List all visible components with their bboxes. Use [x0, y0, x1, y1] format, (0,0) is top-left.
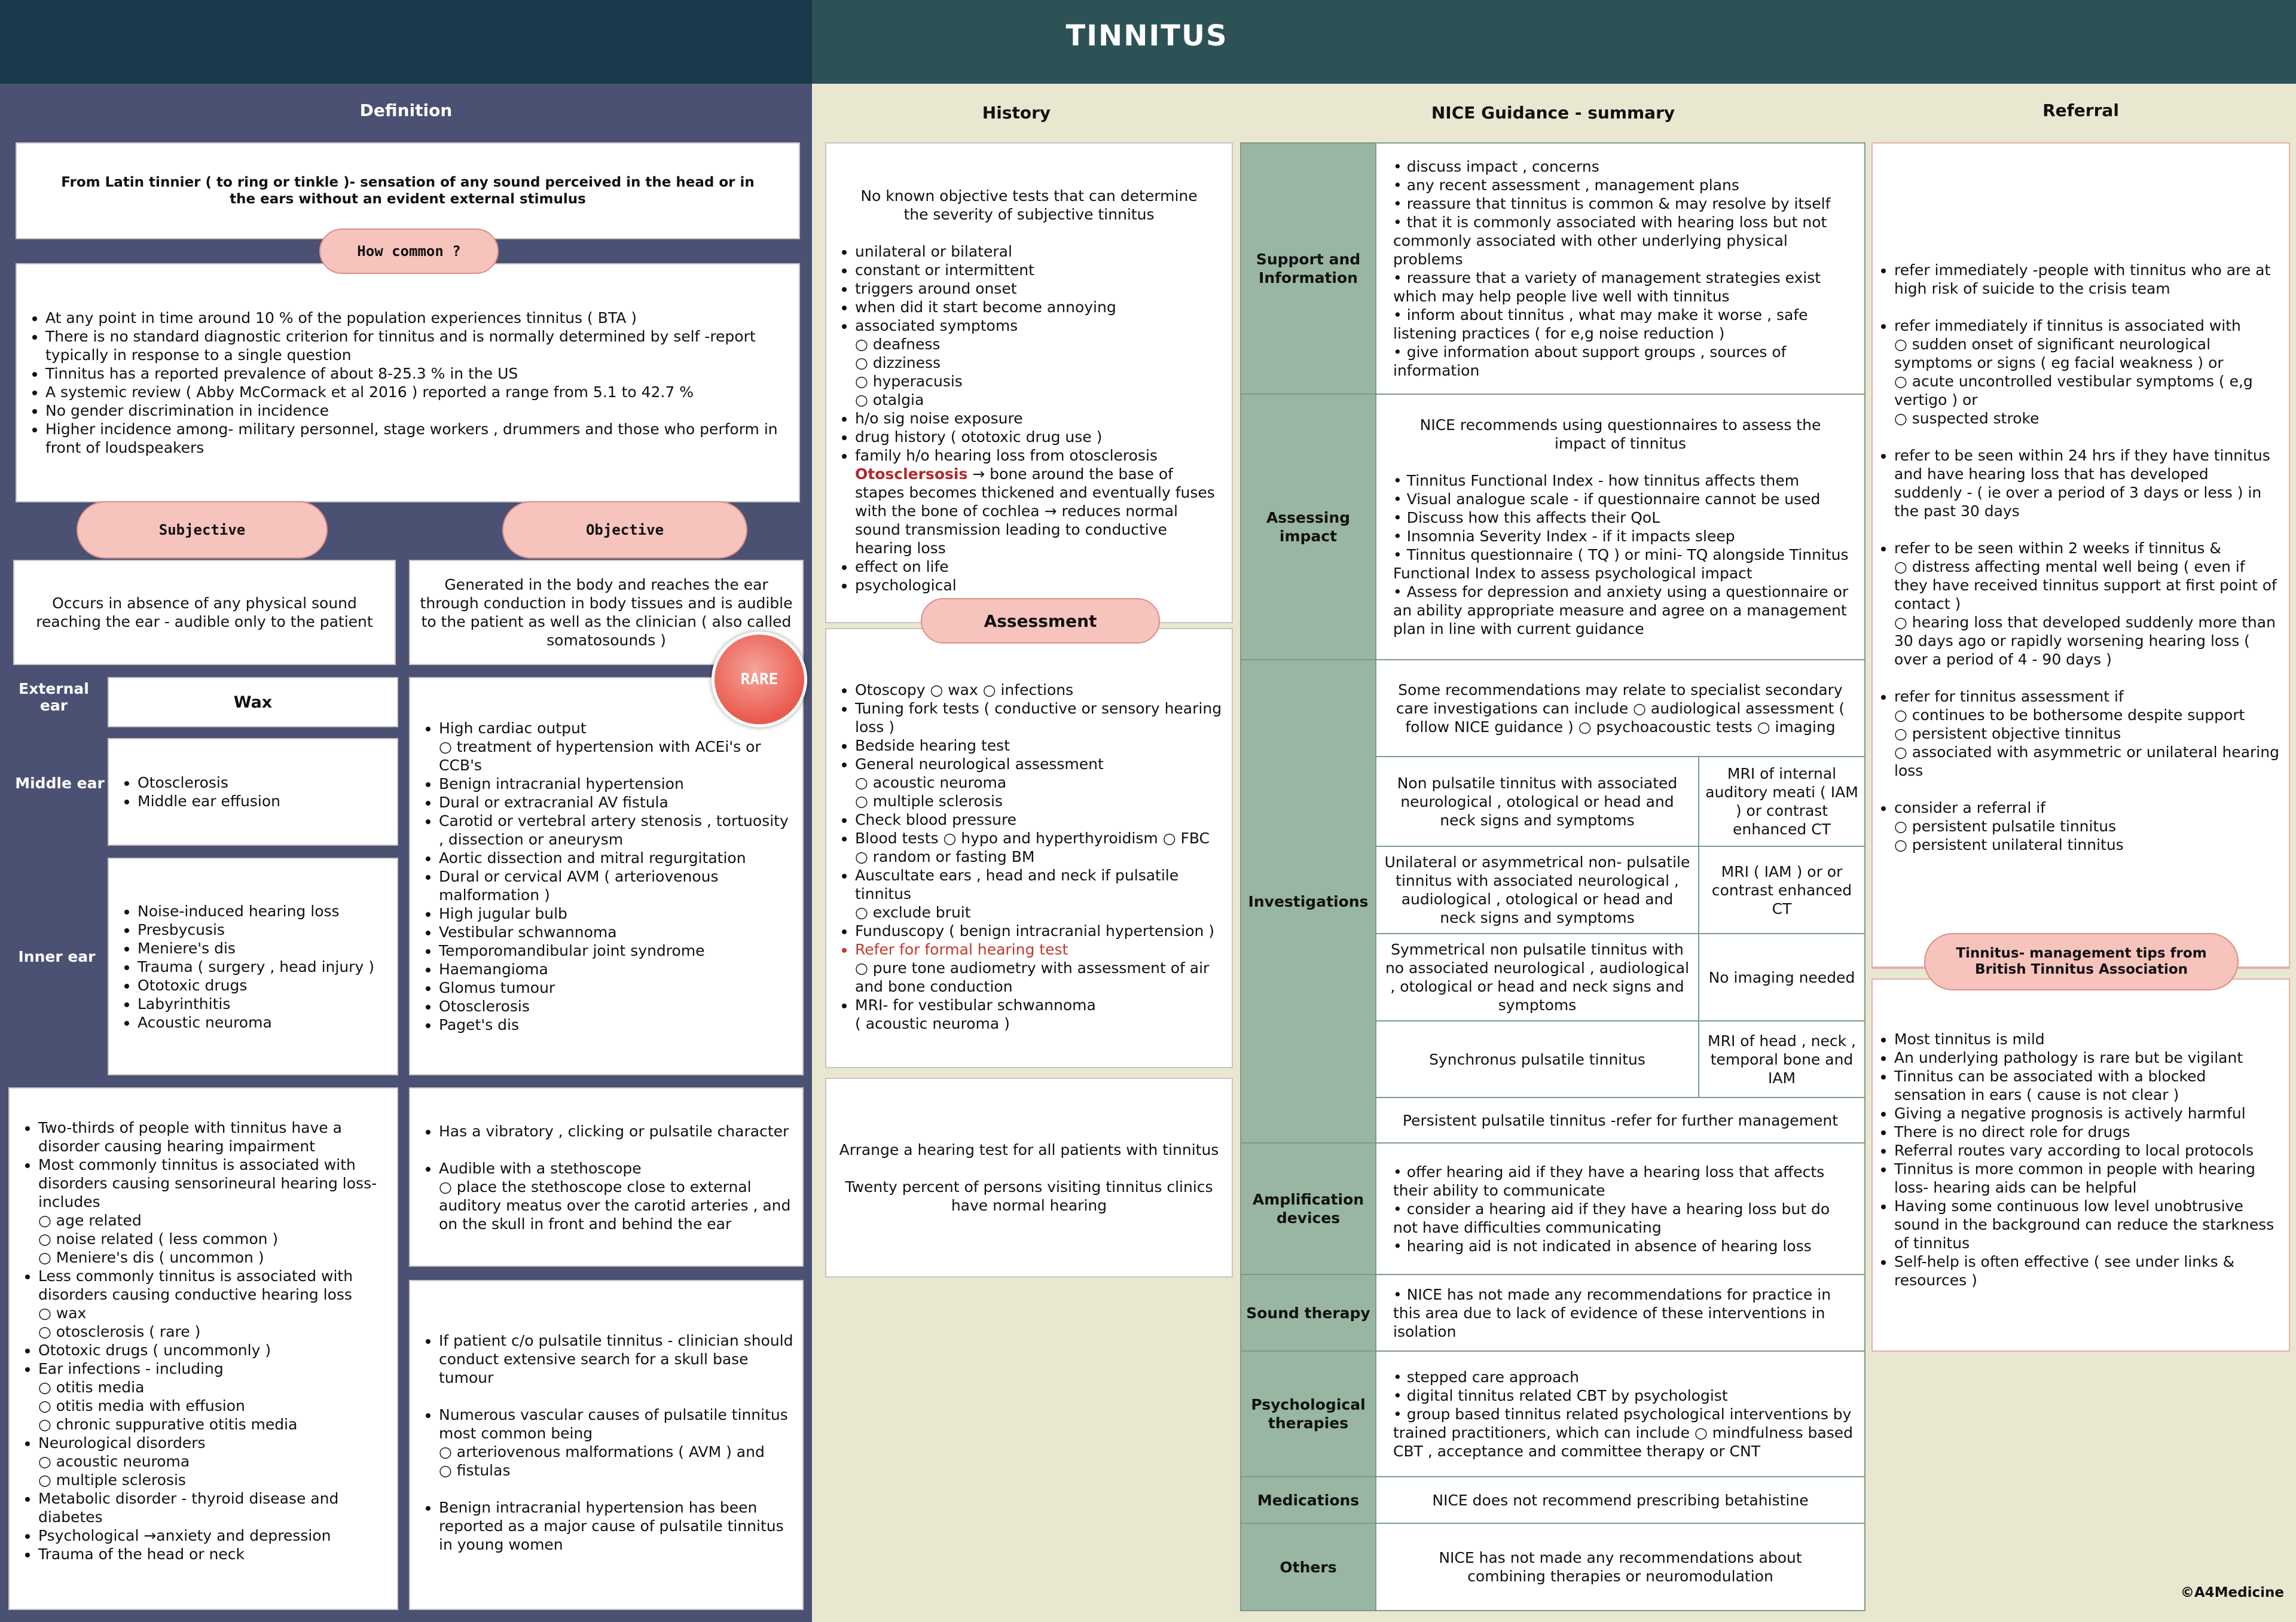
list-item: • Blood tests ○ hypo and hyperthyroidism ○ FBC ○ random or fasting BM: [855, 829, 1223, 866]
subjective-box: [13, 560, 396, 665]
definition-text: From Latin tinnier ( to ring or tinkle )- sensation of any sound perceived in the head or in the ears without an evident external stimulus: [61, 175, 755, 207]
list-item: • Benign intracranial hypertension has been reported as a major cause of pulsatile tinnitus in young women: [439, 1498, 794, 1554]
pulsatile-character-box: [409, 1087, 804, 1267]
list-item: • drug history ( ototoxic drug use ): [855, 428, 1223, 446]
nice-inv-imaging: MRI of internal auditory meati ( IAM ) or contrast enhanced CT: [1699, 757, 1864, 847]
tips-box: [1871, 978, 2290, 1352]
list-item: • inform about tinnitus , what may make it worse , safe listening practices ( for e,g noise reduction ): [1393, 306, 1808, 342]
list-item: • Two-thirds of people with tinnitus have a disorder causing hearing impairment: [38, 1118, 389, 1155]
nice-heading: NICE Guidance - summary: [1431, 103, 1675, 123]
subjective-causes-list: [18, 1118, 389, 1563]
list-item: • Dural or extracranial AV fistula: [439, 793, 794, 812]
list-item: • Audible with a stethoscope ○ place the stethoscope close to external auditory meatus over the carotid arteries , and on the skull in front and behind the ear: [439, 1159, 794, 1233]
nice-inv-imaging: MRI ( IAM ) or or contrast enhanced CT: [1699, 847, 1864, 934]
list-item: • Bedside hearing test: [855, 736, 1223, 755]
list-item: • At any point in time around 10 % of the population experiences tinnitus ( BTA ): [45, 309, 790, 327]
header-left: [0, 0, 812, 84]
definition-heading: Definition: [359, 100, 453, 120]
list-item: • offer hearing aid if they have a hearing loss that affects their ability to communicate: [1393, 1163, 1825, 1199]
list-item: • Trauma ( surgery , head injury ): [138, 958, 389, 976]
nice-row-label: Amplification devices: [1241, 1144, 1376, 1275]
list-item: • that it is commonly associated with hearing loss but not commonly associated with other underlying physical problems: [1393, 214, 1827, 268]
nice-row-label: Psychological therapies: [1241, 1352, 1376, 1477]
list-item: • Ototoxic drugs ( uncommonly ): [38, 1341, 389, 1359]
list-item: • Tinnitus is more common in people with hearing loss- hearing aids can be helpful: [1894, 1160, 2280, 1197]
history-box: [825, 142, 1233, 623]
rare-badge: RARE: [712, 632, 807, 727]
inner-ear-box: [108, 858, 398, 1075]
list-item: • Carotid or vertebral artery stenosis , tortuosity , dissection or aneurysm: [439, 812, 794, 849]
hearing-note-line-2: Twenty percent of persons visiting tinnitus clinics have normal hearing: [845, 1178, 1213, 1214]
assessment-box: [825, 628, 1233, 1068]
list-item: • refer to be seen within 2 weeks if tinnitus & ○ distress affecting mental well being ( even if they have received tinnitus support at first point of contact ) ○ hearing loss that developed suddenly more than 30 days ago or rapidly worsening hearing loss ( over a period of 4 - 90 days ): [1894, 539, 2280, 669]
page-title: TINNITUS: [1065, 19, 1228, 53]
list-item: • Giving a negative prognosis is actively harmful: [1894, 1104, 2280, 1123]
list-item: • Psychological →anxiety and depression: [38, 1526, 389, 1545]
nice-row-label: Assessing impact: [1241, 395, 1376, 660]
hearing-note-box: [825, 1078, 1233, 1278]
list-item: • Having some continuous low level unobtrusive sound in the background can reduce the starkness of tinnitus: [1894, 1197, 2280, 1252]
list-item: • family h/o hearing loss from otosclerosis Otosclersosis → bone around the base of stapes becomes thickened and eventually fuses with the bone of cochlea → reduces normal sound transmission leading to conductive hearing loss: [855, 446, 1223, 557]
list-item: • Aortic dissection and mitral regurgitation: [439, 849, 794, 867]
nice-support-cell: [1376, 144, 1864, 395]
list-item: • any recent assessment , management plans: [1393, 176, 1739, 194]
list-item: • refer to be seen within 24 hrs if they have tinnitus and have hearing loss that has developed suddenly - ( ie over a period of 3 days or less ) in the past 30 days: [1894, 446, 2280, 520]
copyright: ©A4Medicine: [2180, 1585, 2284, 1600]
nice-inv-intro: Some recommendations may relate to specialist secondary care investigations can include ○ audiological assessment ( follow NICE guidance ) ○ psychoacoustic tests ○ imaging: [1376, 660, 1864, 757]
nice-inv-condition: Unilateral or asymmetrical non- pulsatile tinnitus with associated neurological , audiological , otological or head and neck signs and symptoms: [1376, 847, 1699, 934]
subjective-label: Subjective: [77, 501, 328, 559]
list-item: • General neurological assessment ○ acoustic neuroma ○ multiple sclerosis: [855, 755, 1223, 810]
hearing-note-line-1: Arrange a hearing test for all patients with tinnitus: [839, 1141, 1219, 1158]
list-item: • unilateral or bilateral: [855, 242, 1223, 261]
list-item: • Otoscopy ○ wax ○ infections: [855, 681, 1223, 699]
external-ear-box: [108, 677, 398, 727]
middle-ear-label: Middle ear: [15, 775, 105, 792]
list-item: • Less commonly tinnitus is associated with disorders causing conductive hearing loss ○ wax ○ otosclerosis ( rare ): [38, 1267, 389, 1341]
nice-row-label: Investigations: [1241, 660, 1376, 1144]
nice-inv-imaging: No imaging needed: [1699, 934, 1864, 1022]
list-item: • Higher incidence among- military personnel, stage workers , drummers and those who perform in front of loudspeakers: [45, 420, 790, 457]
list-item: • Middle ear effusion: [138, 792, 389, 810]
list-item: • group based tinnitus related psychological interventions by trained practitioners, which can include ○ mindfulness based CBT , acceptance and committee therapy or CNT: [1393, 1405, 1854, 1460]
list-item: • Most tinnitus is mild: [1894, 1030, 2280, 1048]
list-item: • Numerous vascular causes of pulsatile tinnitus most common being ○ arteriovenous malformations ( AVM ) and ○ fistulas: [439, 1405, 794, 1480]
definition-box: [16, 142, 800, 239]
list-item: • A systemic review ( Abby McCormack et al 2016 ) reported a range from 5.1 to 42.7 %: [45, 383, 790, 401]
list-item: • Haemangioma: [439, 960, 794, 978]
list-item: • Metabolic disorder - thyroid disease and diabetes: [38, 1489, 389, 1526]
list-item: • Otosclerosis: [439, 997, 794, 1016]
list-item: • discuss impact , concerns: [1393, 158, 1599, 175]
pulsatile-notes-box: [409, 1280, 804, 1610]
list-item: • Presbycusis: [138, 920, 389, 939]
list-item: • Tinnitus has a reported prevalence of about 8-25.3 % in the US: [45, 364, 790, 383]
list-item: • Tuning fork tests ( conductive or sensory hearing loss ): [855, 699, 1223, 736]
list-item: • consider a referral if ○ persistent pulsatile tinnitus ○ persistent unilateral tinnitus: [1894, 798, 2280, 854]
nice-row-label: Medications: [1241, 1477, 1376, 1524]
list-item: • There is no standard diagnostic criterion for tinnitus and is normally determined by self -report typically in response to a single question: [45, 327, 790, 364]
nice-inv-condition: Non pulsatile tinnitus with associated neurological , otological or head and neck signs and symptoms: [1376, 757, 1699, 847]
list-item: • Neurological disorders ○ acoustic neuroma ○ multiple sclerosis: [38, 1434, 389, 1489]
list-item: • High jugular bulb: [439, 904, 794, 923]
list-item: • give information about support groups , sources of information: [1393, 343, 1787, 379]
list-item: • digital tinnitus related CBT by psychologist: [1393, 1386, 1728, 1404]
list-item: • Noise-induced hearing loss: [138, 902, 389, 920]
list-item: • stepped care approach: [1393, 1368, 1579, 1386]
list-item: • Tinnitus Functional Index - how tinnitus affects them: [1393, 472, 1800, 489]
list-item: • Insomnia Severity Index - if it impacts sleep: [1393, 528, 1735, 545]
list-item: • Tinnitus questionnaire ( TQ ) or mini- TQ alongside Tinnitus Functional Index to assess psychological impact: [1393, 546, 1849, 582]
list-item: • NICE has not made any recommendations for practice in this area due to lack of evidence of these interventions in isolation: [1393, 1285, 1831, 1340]
list-item: • refer for tinnitus assessment if ○ continues to be bothersome despite support ○ persistent objective tinnitus ○ associated with asymmetric or unilateral hearing loss: [1894, 687, 2280, 780]
list-item: • refer immediately -people with tinnitus who are at high risk of suicide to the crisis team: [1894, 261, 2280, 298]
list-item: • Trauma of the head or neck: [38, 1545, 389, 1563]
nice-row-label: Sound therapy: [1241, 1275, 1376, 1352]
nice-inv-condition: Symmetrical non pulsatile tinnitus with no associated neurological , audiological , otological or head and neck signs and symptoms: [1376, 934, 1699, 1022]
list-item: • refer immediately if tinnitus is associated with ○ sudden onset of significant neurological symptoms or signs ( eg facial weakness ) or ○ acute uncontrolled vestibular symptoms ( e,g vertigo ) or ○ suspected stroke: [1894, 316, 2280, 428]
tips-label: Tinnitus- management tips from British Tinnitus Association: [1924, 933, 2239, 990]
list-item: • There is no direct role for drugs: [1894, 1123, 2280, 1141]
nice-inv-condition: Synchronus pulsatile tinnitus: [1376, 1022, 1699, 1098]
middle-ear-box: [108, 738, 398, 846]
list-item: • triggers around onset: [855, 279, 1223, 298]
list-item: • Referral routes vary according to local protocols: [1894, 1141, 2280, 1160]
how-common-box: [16, 263, 800, 502]
nice-others-cell: NICE has not made any recommendations about combining therapies or neuromodulation: [1376, 1524, 1864, 1610]
list-item: • Vestibular schwannoma: [439, 923, 794, 941]
subjective-causes-box: [8, 1087, 398, 1610]
nice-assess-cell: [1376, 395, 1864, 660]
list-item: • An underlying pathology is rare but be vigilant: [1894, 1048, 2280, 1067]
inner-ear-label: Inner ear: [18, 948, 96, 965]
list-item: • Funduscopy ( benign intracranial hypertension ): [855, 922, 1223, 940]
how-common-list: [25, 309, 790, 457]
nice-row-label: Others: [1241, 1524, 1376, 1610]
nice-inv-imaging: MRI of head , neck , temporal bone and IAM: [1699, 1022, 1864, 1098]
list-item: • Most commonly tinnitus is associated with disorders causing sensorineural hearing loss- includes ○ age related ○ noise related ( less common ) ○ Meniere's dis ( uncommon ): [38, 1155, 389, 1267]
list-item: • effect on life: [855, 557, 1223, 576]
list-item: • Ear infections - including ○ otitis media ○ otitis media with effusion ○ chronic suppurative otitis media: [38, 1359, 389, 1434]
referral-heading: Referral: [2042, 100, 2119, 120]
list-item: • Discuss how this affects their QoL: [1393, 509, 1660, 526]
external-ear-text: Wax: [233, 693, 273, 712]
list-item: • Check blood pressure: [855, 810, 1223, 829]
objective-label: Objective: [502, 501, 747, 559]
list-item: • h/o sig noise exposure: [855, 409, 1223, 428]
list-item: • Dural or cervical AVM ( arteriovenous malformation ): [439, 867, 794, 904]
assessment-label: Assessment: [921, 598, 1160, 644]
nice-row-label: Support and Information: [1241, 144, 1376, 395]
list-item: • Auscultate ears , head and neck if pulsatile tinnitus ○ exclude bruit: [855, 866, 1223, 922]
nice-assess-intro: NICE recommends using questionnaires to assess the impact of tinnitus: [1419, 416, 1821, 452]
list-item: • MRI- for vestibular schwannoma ( acoustic neuroma ): [855, 996, 1223, 1033]
list-item: • Tinnitus can be associated with a blocked sensation in ears ( cause is not clear ): [1894, 1067, 2280, 1104]
list-item: • constant or intermittent: [855, 261, 1223, 279]
list-item: • Paget's dis: [439, 1016, 794, 1034]
list-item: • when did it start become annoying: [855, 298, 1223, 316]
list-item: • Self-help is often effective ( see under links & resources ): [1894, 1252, 2280, 1289]
list-item: • reassure that tinnitus is common & may resolve by itself: [1393, 195, 1831, 212]
how-common-label: How common ?: [319, 228, 499, 274]
history-heading: History: [982, 103, 1051, 123]
list-item: • Meniere's dis: [138, 939, 389, 958]
subjective-text: Occurs in absence of any physical sound reaching the ear - audible only to the patient: [36, 594, 373, 630]
nice-inv-last: Persistent pulsatile tinnitus -refer for further management: [1376, 1098, 1864, 1144]
objective-text: Generated in the body and reaches the ear through conduction in body tissues and is audible to the patient as well as the clinician ( also called somatosounds ): [420, 576, 793, 649]
list-item: • reassure that a variety of management strategies exist which may help people live well with tinnitus: [1393, 269, 1821, 305]
list-item: • High cardiac output ○ treatment of hypertension with ACEi's or CCB's: [439, 719, 794, 775]
nice-psych-cell: [1376, 1352, 1864, 1477]
list-item: • Labyrinthitis: [138, 995, 389, 1013]
nice-table: [1240, 142, 1866, 1611]
nice-amp-cell: [1376, 1144, 1864, 1275]
list-item: • Acoustic neuroma: [138, 1013, 389, 1032]
nice-sound-cell: [1376, 1275, 1864, 1352]
objective-causes-box: [409, 677, 804, 1075]
list-item: • Refer for formal hearing test ○ pure tone audiometry with assessment of air and bone conduction: [855, 940, 1223, 996]
list-item: • hearing aid is not indicated in absence of hearing loss: [1393, 1237, 1812, 1255]
list-item: • No gender discrimination in incidence: [45, 401, 790, 420]
list-item: • associated symptoms ○ deafness ○ dizziness ○ hyperacusis ○ otalgia: [855, 316, 1223, 409]
list-item: • Temporomandibular joint syndrome: [439, 941, 794, 960]
list-item: • If patient c/o pulsatile tinnitus - clinician should conduct extensive search for a skull base tumour: [439, 1331, 794, 1387]
list-item: • psychological: [855, 576, 1223, 594]
list-item: • Benign intracranial hypertension: [439, 775, 794, 793]
list-item: • Visual analogue scale - if questionnaire cannot be used: [1393, 490, 1821, 508]
list-item: • consider a hearing aid if they have a hearing loss but do not have difficulties communicating: [1393, 1200, 1830, 1236]
list-item: • Ototoxic drugs: [138, 976, 389, 995]
objective-causes-list: [419, 719, 794, 1034]
nice-med-cell: NICE does not recommend prescribing betahistine: [1376, 1477, 1864, 1524]
list-item: • Assess for depression and anxiety using a questionnaire or an ability appropriate measure and agree on a management plan in line with current guidance: [1393, 583, 1849, 638]
list-item: • Has a vibratory , clicking or pulsatile character: [439, 1122, 794, 1141]
history-intro: No known objective tests that can determine the severity of subjective tinnitus: [860, 187, 1198, 223]
external-ear-label: External ear: [19, 680, 89, 714]
referral-box: [1871, 142, 2290, 968]
list-item: • Otosclerosis: [138, 773, 389, 792]
list-item: • Glomus tumour: [439, 978, 794, 997]
